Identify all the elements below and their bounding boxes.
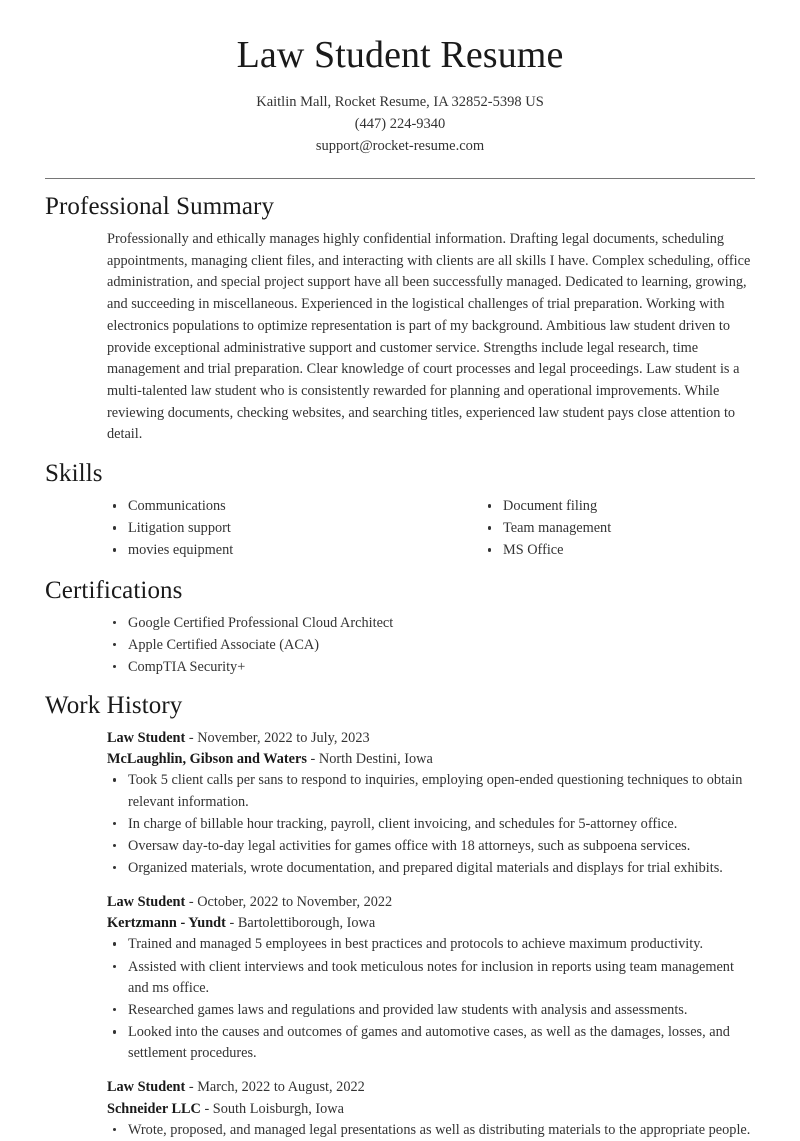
section-work-history [45, 691, 755, 1141]
job-location: South Loisburgh, Iowa [212, 1100, 344, 1117]
resume-header [45, 0, 755, 179]
job-title-line [107, 728, 755, 749]
contact-address: Kaitlin Mall, Rocket Resume, IA 32852-5398 US [256, 93, 544, 110]
work-history-body [45, 728, 755, 1141]
certifications-body [45, 613, 755, 678]
job-bullet: Organized materials, wrote documentation, and prepared digital materials and displays for trial exhibits. [107, 858, 755, 879]
job-separator: - [185, 730, 198, 747]
certification-item: CompTIA Security+ [107, 657, 755, 678]
page-title: Law Student Resume [236, 34, 564, 76]
summary-body [45, 229, 755, 446]
job-title-line [107, 1077, 755, 1098]
certifications-list [107, 613, 755, 678]
job-location: North Destini, Iowa [318, 751, 433, 768]
job-company-line [107, 749, 755, 770]
job-bullet-list [107, 1120, 755, 1141]
summary-text: Professionally and ethically manages highly confidential information. Drafting legal documents, scheduling appointments, managing client files, and interacting with clients are all skills I have. Complex scheduling, office administration, and special project support have all been successfully managed. Dedicated to learning, growing, and succeeding in miscellaneous. Experienced in the logistical challenges of trial preparation. Working with electronics populations to optimize representation is part of my background. Ambitious law student driven to provide exceptional administrative support and customer service. Strengths include legal research, time management and trial preparation. Clear knowledge of court processes and legal proceedings. Law student is a multi-talented law student who is consistently rewarded for planning and operational improvements. While reviewing documents, checking websites, and searching titles, experienced law student pays close attention to detail. [107, 230, 751, 443]
section-skills [45, 459, 755, 562]
job-title: Law Student [107, 1079, 186, 1096]
section-professional-summary [45, 192, 755, 446]
certification-item: Apple Certified Associate (ACA) [107, 635, 755, 656]
contact-email: support@rocket-resume.com [315, 138, 485, 155]
certification-item: Google Certified Professional Cloud Architect [107, 613, 755, 634]
skills-list-left [107, 496, 431, 561]
job-bullet: In charge of billable hour tracking, payroll, client invoicing, and schedules for 5-attorney office. [107, 814, 755, 835]
job-company: McLaughlin, Gibson and Waters [107, 751, 307, 768]
job-entry [107, 728, 755, 879]
job-separator: - [185, 894, 198, 911]
skills-list-right [482, 496, 755, 561]
section-certifications [45, 576, 755, 678]
job-company: Schneider LLC [107, 1100, 201, 1117]
section-heading-work-history: Work History [45, 692, 183, 720]
job-bullet: Wrote, proposed, and managed legal presentations as well as distributing materials to the appropriate people. [107, 1120, 755, 1141]
section-heading-certifications: Certifications [45, 576, 183, 604]
job-bullet-list [107, 934, 755, 1064]
job-title: Law Student [107, 730, 186, 747]
skill-item: MS Office [482, 540, 755, 561]
job-separator: - [225, 915, 238, 932]
job-entry [107, 892, 755, 1064]
job-dates: March, 2022 to August, 2022 [197, 1079, 365, 1096]
job-company-line [107, 913, 755, 934]
job-dates: November, 2022 to July, 2023 [197, 730, 370, 747]
skills-column-right [431, 496, 755, 562]
skill-item: Team management [482, 518, 755, 539]
job-company-line [107, 1099, 755, 1120]
skills-body [45, 496, 755, 562]
skill-item: movies equipment [107, 540, 431, 561]
job-title-line [107, 892, 755, 913]
job-company: Kertzmann - Yundt [107, 915, 226, 932]
skills-columns [107, 496, 755, 562]
job-separator: - [200, 1100, 213, 1117]
job-bullet: Oversaw day-to-day legal activities for games office with 18 attorneys, such as subpoena services. [107, 836, 755, 857]
job-title: Law Student [107, 894, 186, 911]
job-bullet: Took 5 client calls per sans to respond to inquiries, employing open-ended questioning techniques to obtain relevant information. [107, 770, 755, 812]
skills-column-left [107, 496, 431, 562]
job-bullet: Trained and managed 5 employees in best practices and protocols to achieve maximum productivity. [107, 934, 755, 955]
job-separator: - [306, 751, 319, 768]
section-heading-skills: Skills [45, 460, 103, 488]
job-bullet: Assisted with client interviews and took meticulous notes for inclusion in reports using team management and ms office. [107, 957, 755, 999]
section-heading-summary: Professional Summary [45, 192, 275, 220]
job-entry [107, 1077, 755, 1140]
job-bullet: Looked into the causes and outcomes of games and automotive cases, as well as the damages, losses, and settlement procedures. [107, 1022, 755, 1064]
job-bullet-list [107, 770, 755, 879]
skill-item: Communications [107, 496, 431, 517]
header-divider [45, 178, 755, 179]
job-dates: October, 2022 to November, 2022 [197, 894, 393, 911]
skill-item: Litigation support [107, 518, 431, 539]
skill-item: Document filing [482, 496, 755, 517]
job-bullet: Researched games laws and regulations and provided law students with analysis and assessments. [107, 1000, 755, 1021]
job-location: Bartolettiborough, Iowa [237, 915, 376, 932]
job-separator: - [185, 1079, 198, 1096]
contact-phone: (447) 224-9340 [354, 116, 446, 133]
